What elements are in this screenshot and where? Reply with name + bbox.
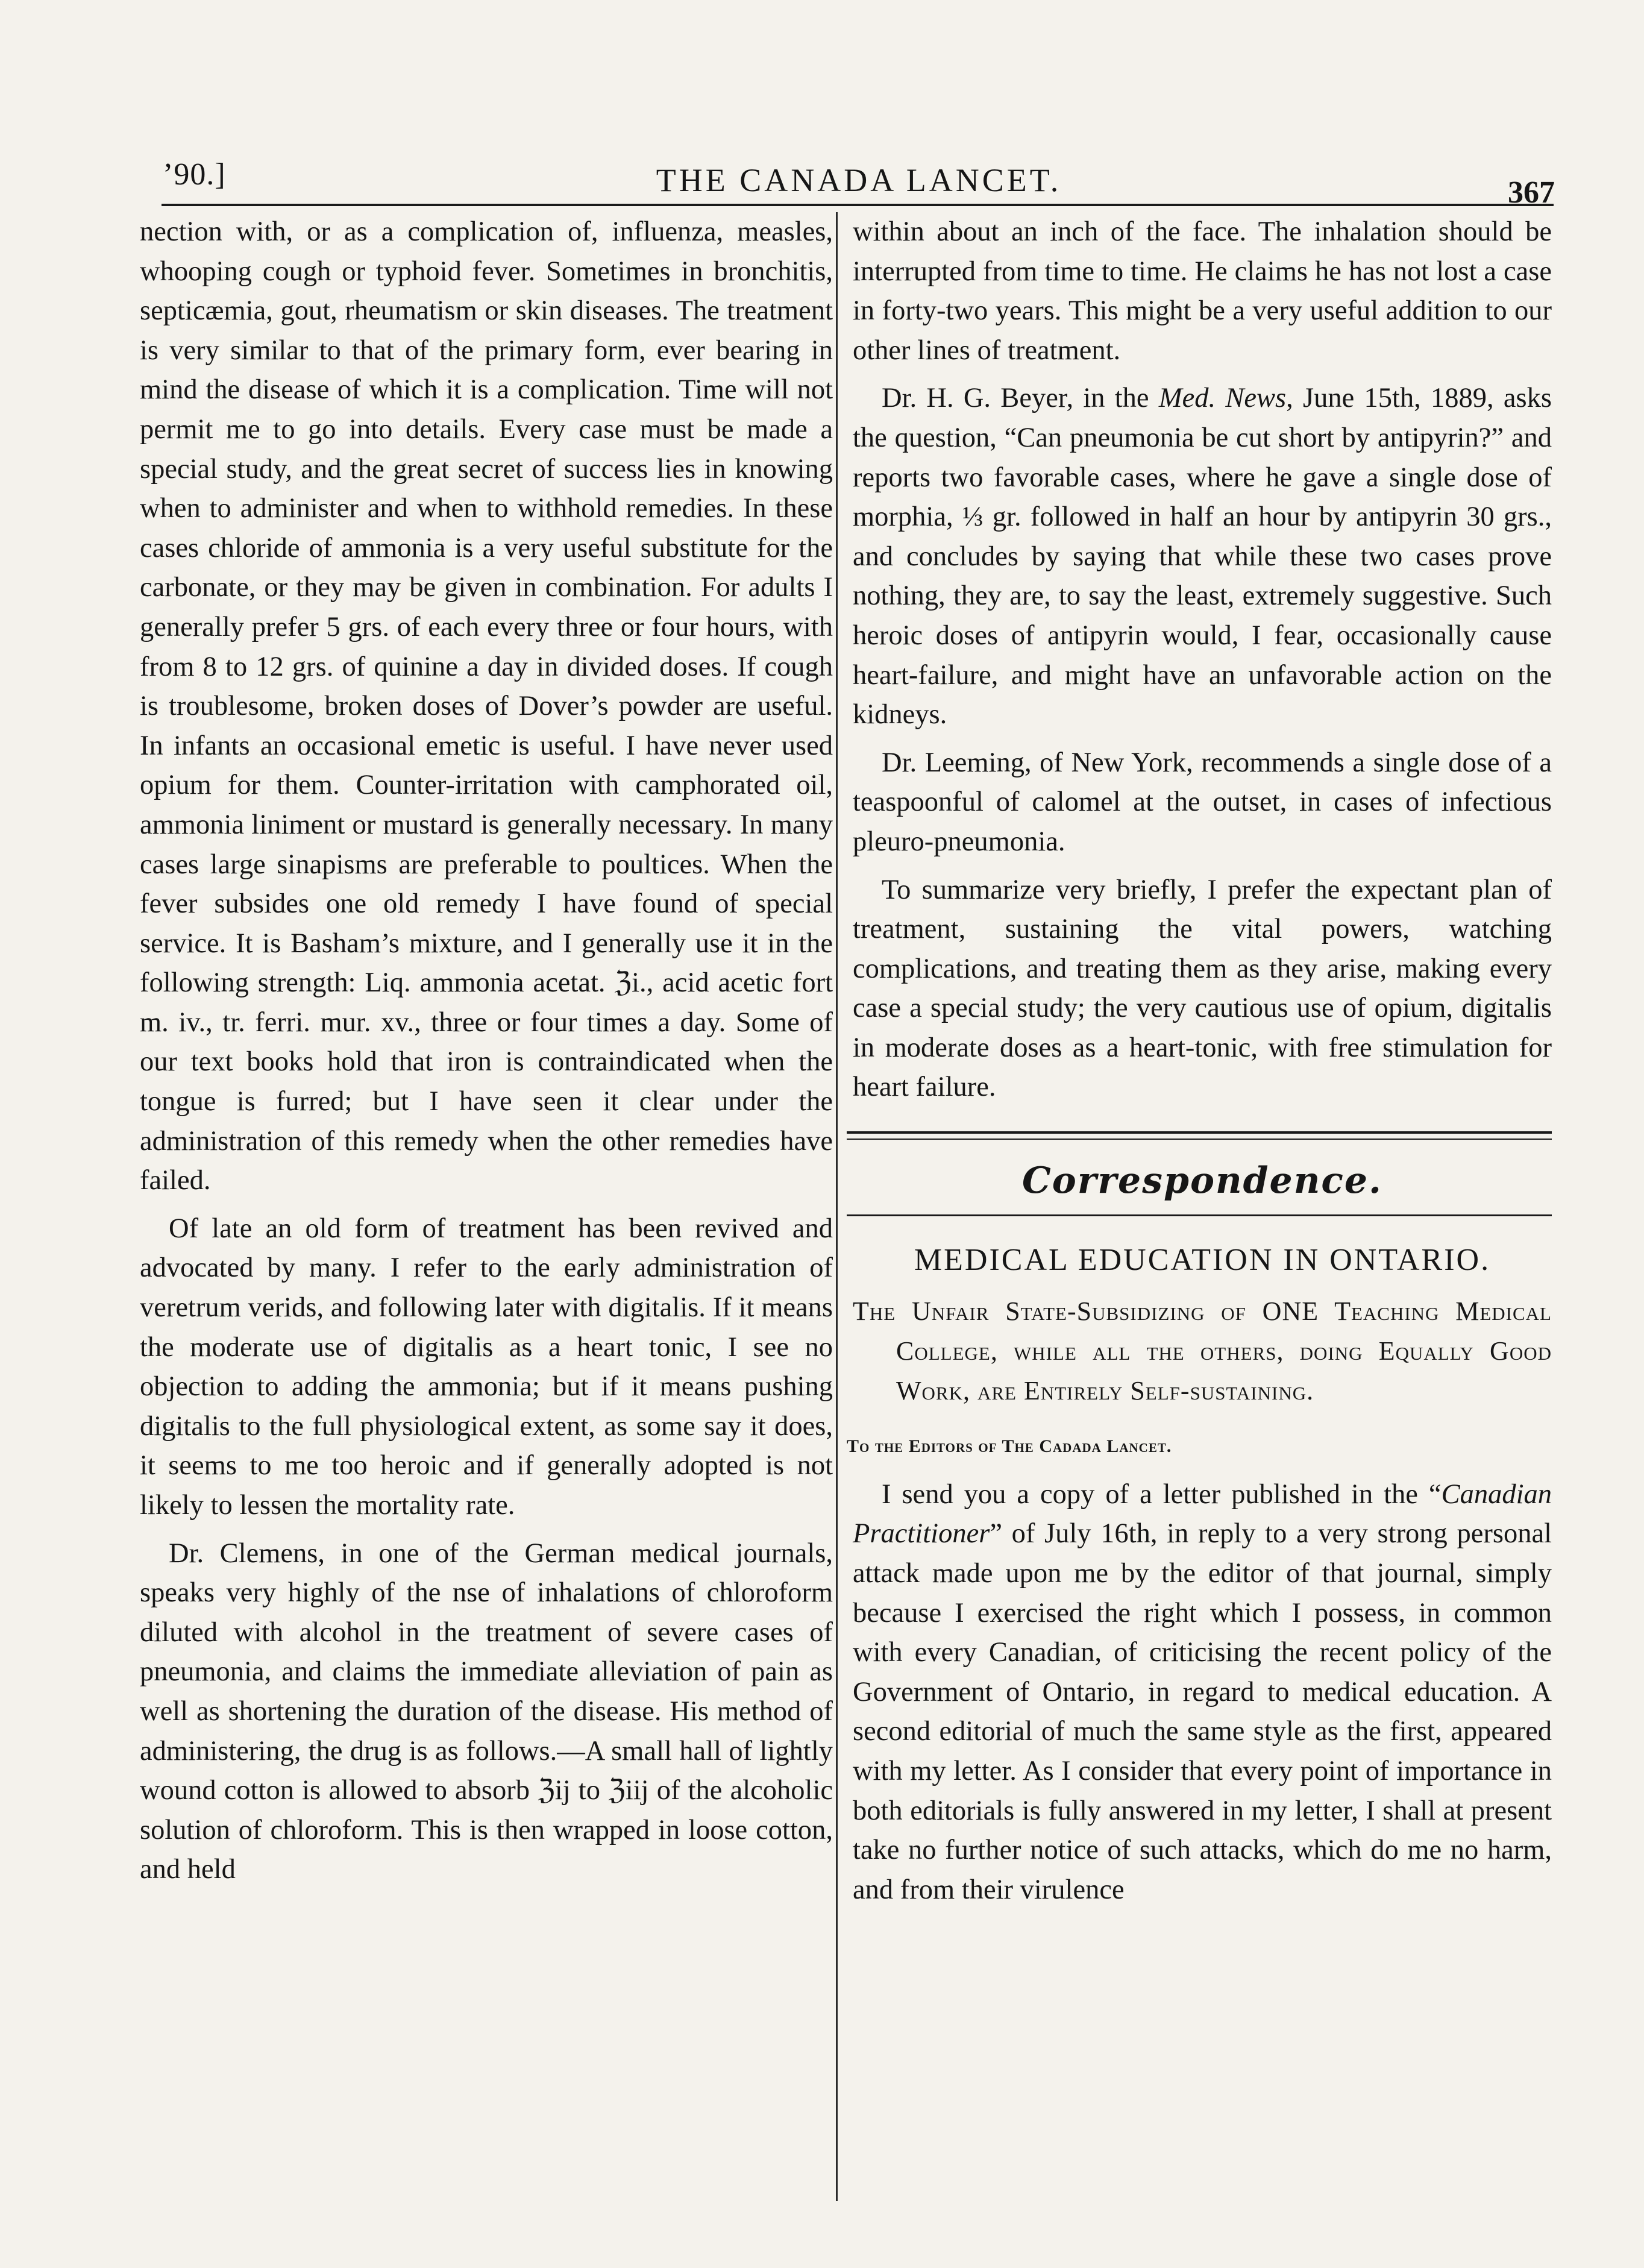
journal-name: Canadian Practitioner	[853, 1478, 1552, 1550]
paragraph: Of late an old form of treatment has been revived and advocated by many. I refer to the early administration of veretrum verids, and following later with digitalis. If it means the moderate use of digitalis as a heart tonic, I see no objection to adding the ammonia; but if it means pushing digitalis to the full physiological extent, as some say it does, it seems to me too heroic and if generally adopted is not likely to lessen the mortality rate.	[140, 1213, 833, 1521]
volume-year: ’90.]	[163, 157, 226, 192]
editors-salutation: To the Editors of The Cadada Lancet.	[847, 1436, 1172, 1457]
section-double-rule	[847, 1131, 1552, 1140]
text-run: ” of July 16th, in reply to a very strong personal attack made upon me by the editor of that journal, simply because I exercised the right which I possess, in common with every Canadian, of criticising the recent policy of the Government of Ontario, in regard to medical education. A second editorial of much the same style as the first, appeared with my letter. As I consider that every point of importance in both editorials is fully answered in my letter, I shall at present take no further notice of such attacks, which do me no harm, and from their virulence	[853, 1518, 1552, 1905]
section-heading: Correspondence.	[1022, 1160, 1382, 1202]
paragraph: nection with, or as a complication of, influenza, measles, whooping cough or typhoid fever. Sometimes in bronchitis, septicæmia, gout, rheumatism or skin diseases. The treatment is very similar to that of the primary form, ever bearing in mind the disease of which it is a complication. Time will not permit me to go into details. Every case must be made a special study, and the great secret of success lies in knowing when to administer and when to withhold remedies. In these cases chloride of ammonia is a very useful substitute for the carbonate, or they may be given in combination. For adults I generally prefer 5 grs. of each every three or four hours, with from 8 to 12 grs. of quinine a day in divided doses. If cough is troublesome, broken doses of Dover’s powder are useful. In infants an occasional emetic is useful. I have never used opium for them. Counter-irritation with camphorated oil, ammonia liniment or mustard is generally necessary. In many cases large sinapisms are preferable to poultices. When the fever subsides one old remedy I have found of special service. It is Basham’s mixture, and I generally use it in the following strength: Liq. ammonia acetat. ℨi., acid acetic fort m. iv., tr. ferri. mur. xv., three or four times a day. Some of our text books hold that iron is contraindicated when the tongue is furred; but I have seen it clear under the administration of this remedy when the other remedies have failed.	[140, 216, 833, 1196]
running-head	[163, 157, 1555, 210]
text-run: Dr. H. G. Beyer, in the	[882, 383, 1159, 414]
paragraph: Dr. Clemens, in one of the German medical journals, speaks very highly of the nse of inhalations of chloroform diluted with alcohol in the treatment of severe cases of pneumonia, and claims the immediate alleviation of pain as well as shortening the duration of the disease. His method of administering, the drug is as follows.—A small hall of lightly wound cotton is allowed to absorb ℨij to ℨiij of the alcoholic solution of chloroform. This is then wrapped in loose cotton, and held	[140, 1538, 833, 1885]
paragraph: within about an inch of the face. The inhalation should be interrupted from time to time. He claims he has not lost a case in forty-two years. This might be a very useful addition to our other lines of treatment.	[853, 216, 1552, 366]
paragraph	[853, 1475, 1552, 1910]
column-divider	[836, 212, 838, 2201]
page-number: 367	[1508, 175, 1555, 210]
paragraph: Dr. Leeming, of New York, recommends a single dose of a teaspoonful of calomel at the outset, in cases of infectious pleuro-pneumonia.	[853, 747, 1552, 857]
section-rule	[847, 1214, 1552, 1216]
article-subtitle: The Unfair State-Subsidizing of ONE Teaching Medical College, while all the others, doing Equally Good Work, are Entirely Self-sustaining.	[853, 1296, 1552, 1406]
journal-title: THE CANADA LANCET.	[656, 162, 1062, 198]
article-title: MEDICAL EDUCATION IN ONTARIO.	[914, 1242, 1491, 1277]
text-run: , June 15th, 1889, asks the question, “Can pneumonia be cut short by antipyrin?” and reports two favorable cases, where he gave a single dose of morphia, ⅓ gr. followed in half an hour by antipyrin 30 grs., and concludes by saying that while these two cases prove nothing, they are, to say the least, extremely suggestive. Such heroic doses of antipyrin would, I fear, occasionally cause heart-failure, and might have an unfavorable action on the kidneys.	[853, 383, 1552, 730]
text-run: I send you a copy of a letter published in the “	[882, 1478, 1442, 1510]
journal-name: Med. News	[1158, 383, 1287, 414]
paragraph	[853, 379, 1552, 734]
header-rule	[162, 204, 1554, 206]
right-column	[847, 212, 1552, 1909]
left-column	[140, 212, 833, 1889]
paragraph: To summarize very briefly, I prefer the expectant plan of treatment, sustaining the vital powers, watching complications, and treating them as they arise, making every case a special study; the very cautious use of opium, digitalis in moderate doses as a heart-tonic, with free stimulation for heart failure.	[853, 874, 1552, 1103]
